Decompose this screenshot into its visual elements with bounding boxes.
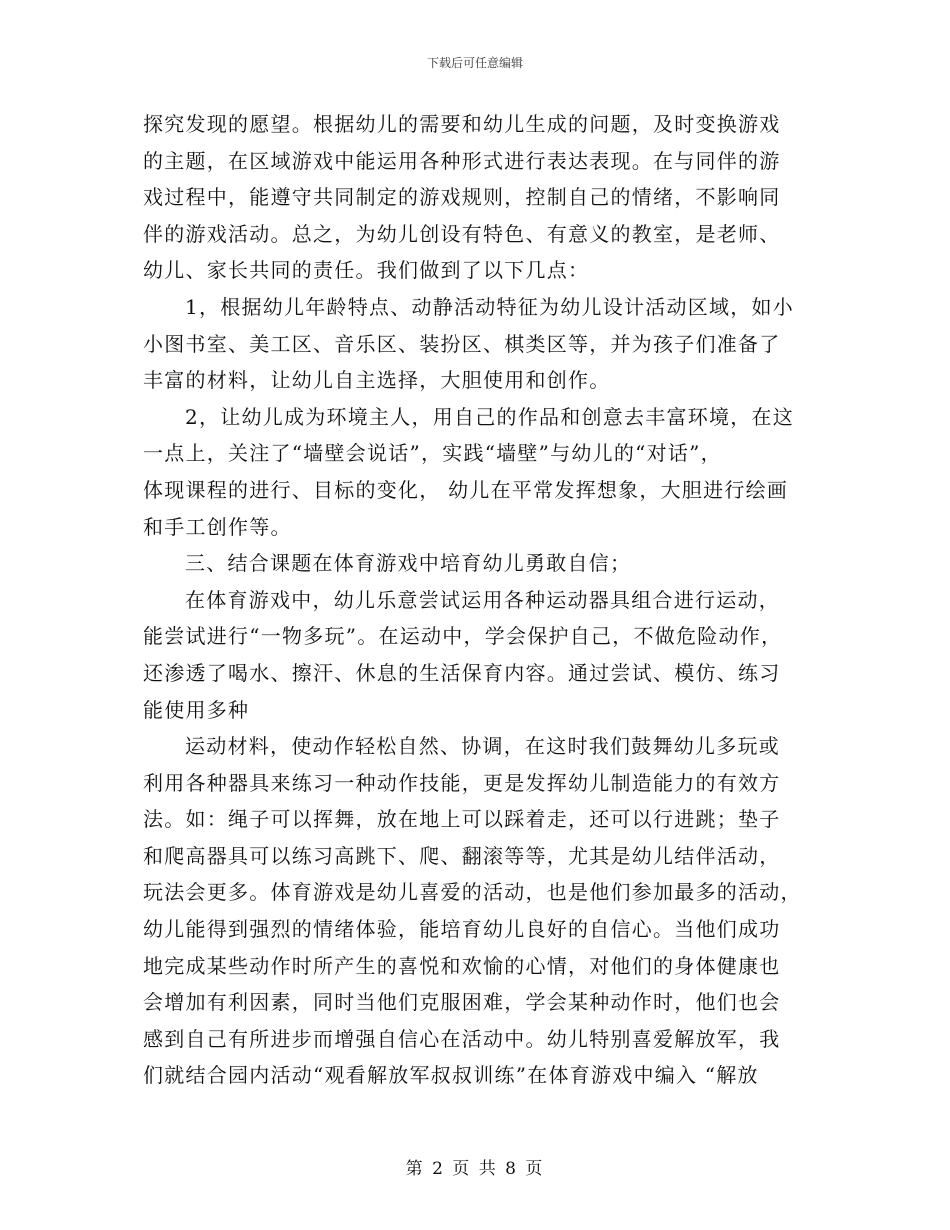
text-line: 探究发现的愿望。根据幼儿的需要和幼儿生成的问题，及时变换游戏 — [143, 112, 781, 136]
text-line: 能尝试进行“一物多玩”。在运动中，学会保护自己，不做危险动作， — [143, 624, 783, 649]
text-line: 法。如：绳子可以挥舞，放在地上可以踩着走，还可以行进跳；垫子 — [143, 807, 781, 832]
text-line: 伴的游戏活动。总之，为幼儿创设有特色、有意义的教室，是老师、 — [143, 221, 781, 246]
page-number-footer: 第 2 页 共 8 页 — [405, 1159, 545, 1179]
text-line: 和爬高器具可以练习高跳下、爬、翻滚等等，尤其是幼儿结伴活动， — [143, 843, 781, 868]
document-body — [143, 106, 813, 1094]
text-line: 2，让幼儿成为环境主人，用自己的作品和创意去丰富环境，在这 — [185, 404, 794, 429]
text-line: 运动材料，使动作轻松自然、协调，在这时我们鼓舞幼儿多玩或 — [185, 734, 780, 759]
text-line: 们就结合园内活动“观看解放军叔叔训练”在体育游戏中编入 “解放 — [143, 1063, 759, 1088]
text-line: 的主题，在区域游戏中能运用各种形式进行表达表现。在与同伴的游 — [143, 148, 781, 173]
text-line: 玩法会更多。体育游戏是幼儿喜爱的活动，也是他们参加最多的活动， — [143, 880, 802, 905]
text-line: 和手工创作等。 — [143, 514, 292, 539]
text-line: 感到自己有所进步而增强自信心在活动中。幼儿特别喜爱解放军，我 — [143, 1026, 781, 1051]
text-line: 利用各种器具来练习一种动作技能，更是发挥幼儿制造能力的有效方 — [143, 770, 781, 795]
text-line: 一点上，关注了“墙壁会说话”，实践“墙壁”与幼儿的“对话”， — [143, 441, 722, 466]
text-line: 能使用多种 — [143, 697, 250, 722]
text-line: 幼儿、家长共同的责任。我们做到了以下几点： — [143, 258, 590, 283]
text-line: 1，根据幼儿年龄特点、动静活动特征为幼儿设计活动区域，如小 — [185, 294, 794, 319]
text-line: 地完成某些动作时所产生的喜悦和欢愉的心情，对他们的身体健康也 — [143, 953, 781, 978]
page-header: 下载后可任意编辑 — [426, 56, 523, 70]
text-line: 还渗透了喝水、擦汗、休息的生活保育内容。通过尝试、模仿、练习 — [143, 660, 781, 685]
text-line: 在体育游戏中，幼儿乐意尝试运用各种运动器具组合进行运动， — [185, 587, 780, 612]
text-line: 幼儿能得到强烈的情绪体验，能培育幼儿良好的自信心。当他们成功 — [143, 917, 781, 942]
text-line: 会增加有利因素，同时当他们克服困难，学会某种动作时，他们也会 — [143, 990, 781, 1015]
text-line: 小图书室、美工区、音乐区、装扮区、棋类区等，并为孩子们准备了 — [143, 331, 781, 356]
text-line: 三、结合课题在体育游戏中培育幼儿勇敢自信； — [185, 551, 632, 576]
text-line: 丰富的材料，让幼儿自主选择，大胆使用和创作。 — [143, 368, 611, 393]
text-line: 体现课程的进行、目标的变化， 幼儿在平常发挥想象，大胆进行绘画 — [143, 477, 789, 502]
text-line: 戏过程中，能遵守共同制定的游戏规则，控制自己的情绪，不影响同 — [143, 185, 781, 210]
